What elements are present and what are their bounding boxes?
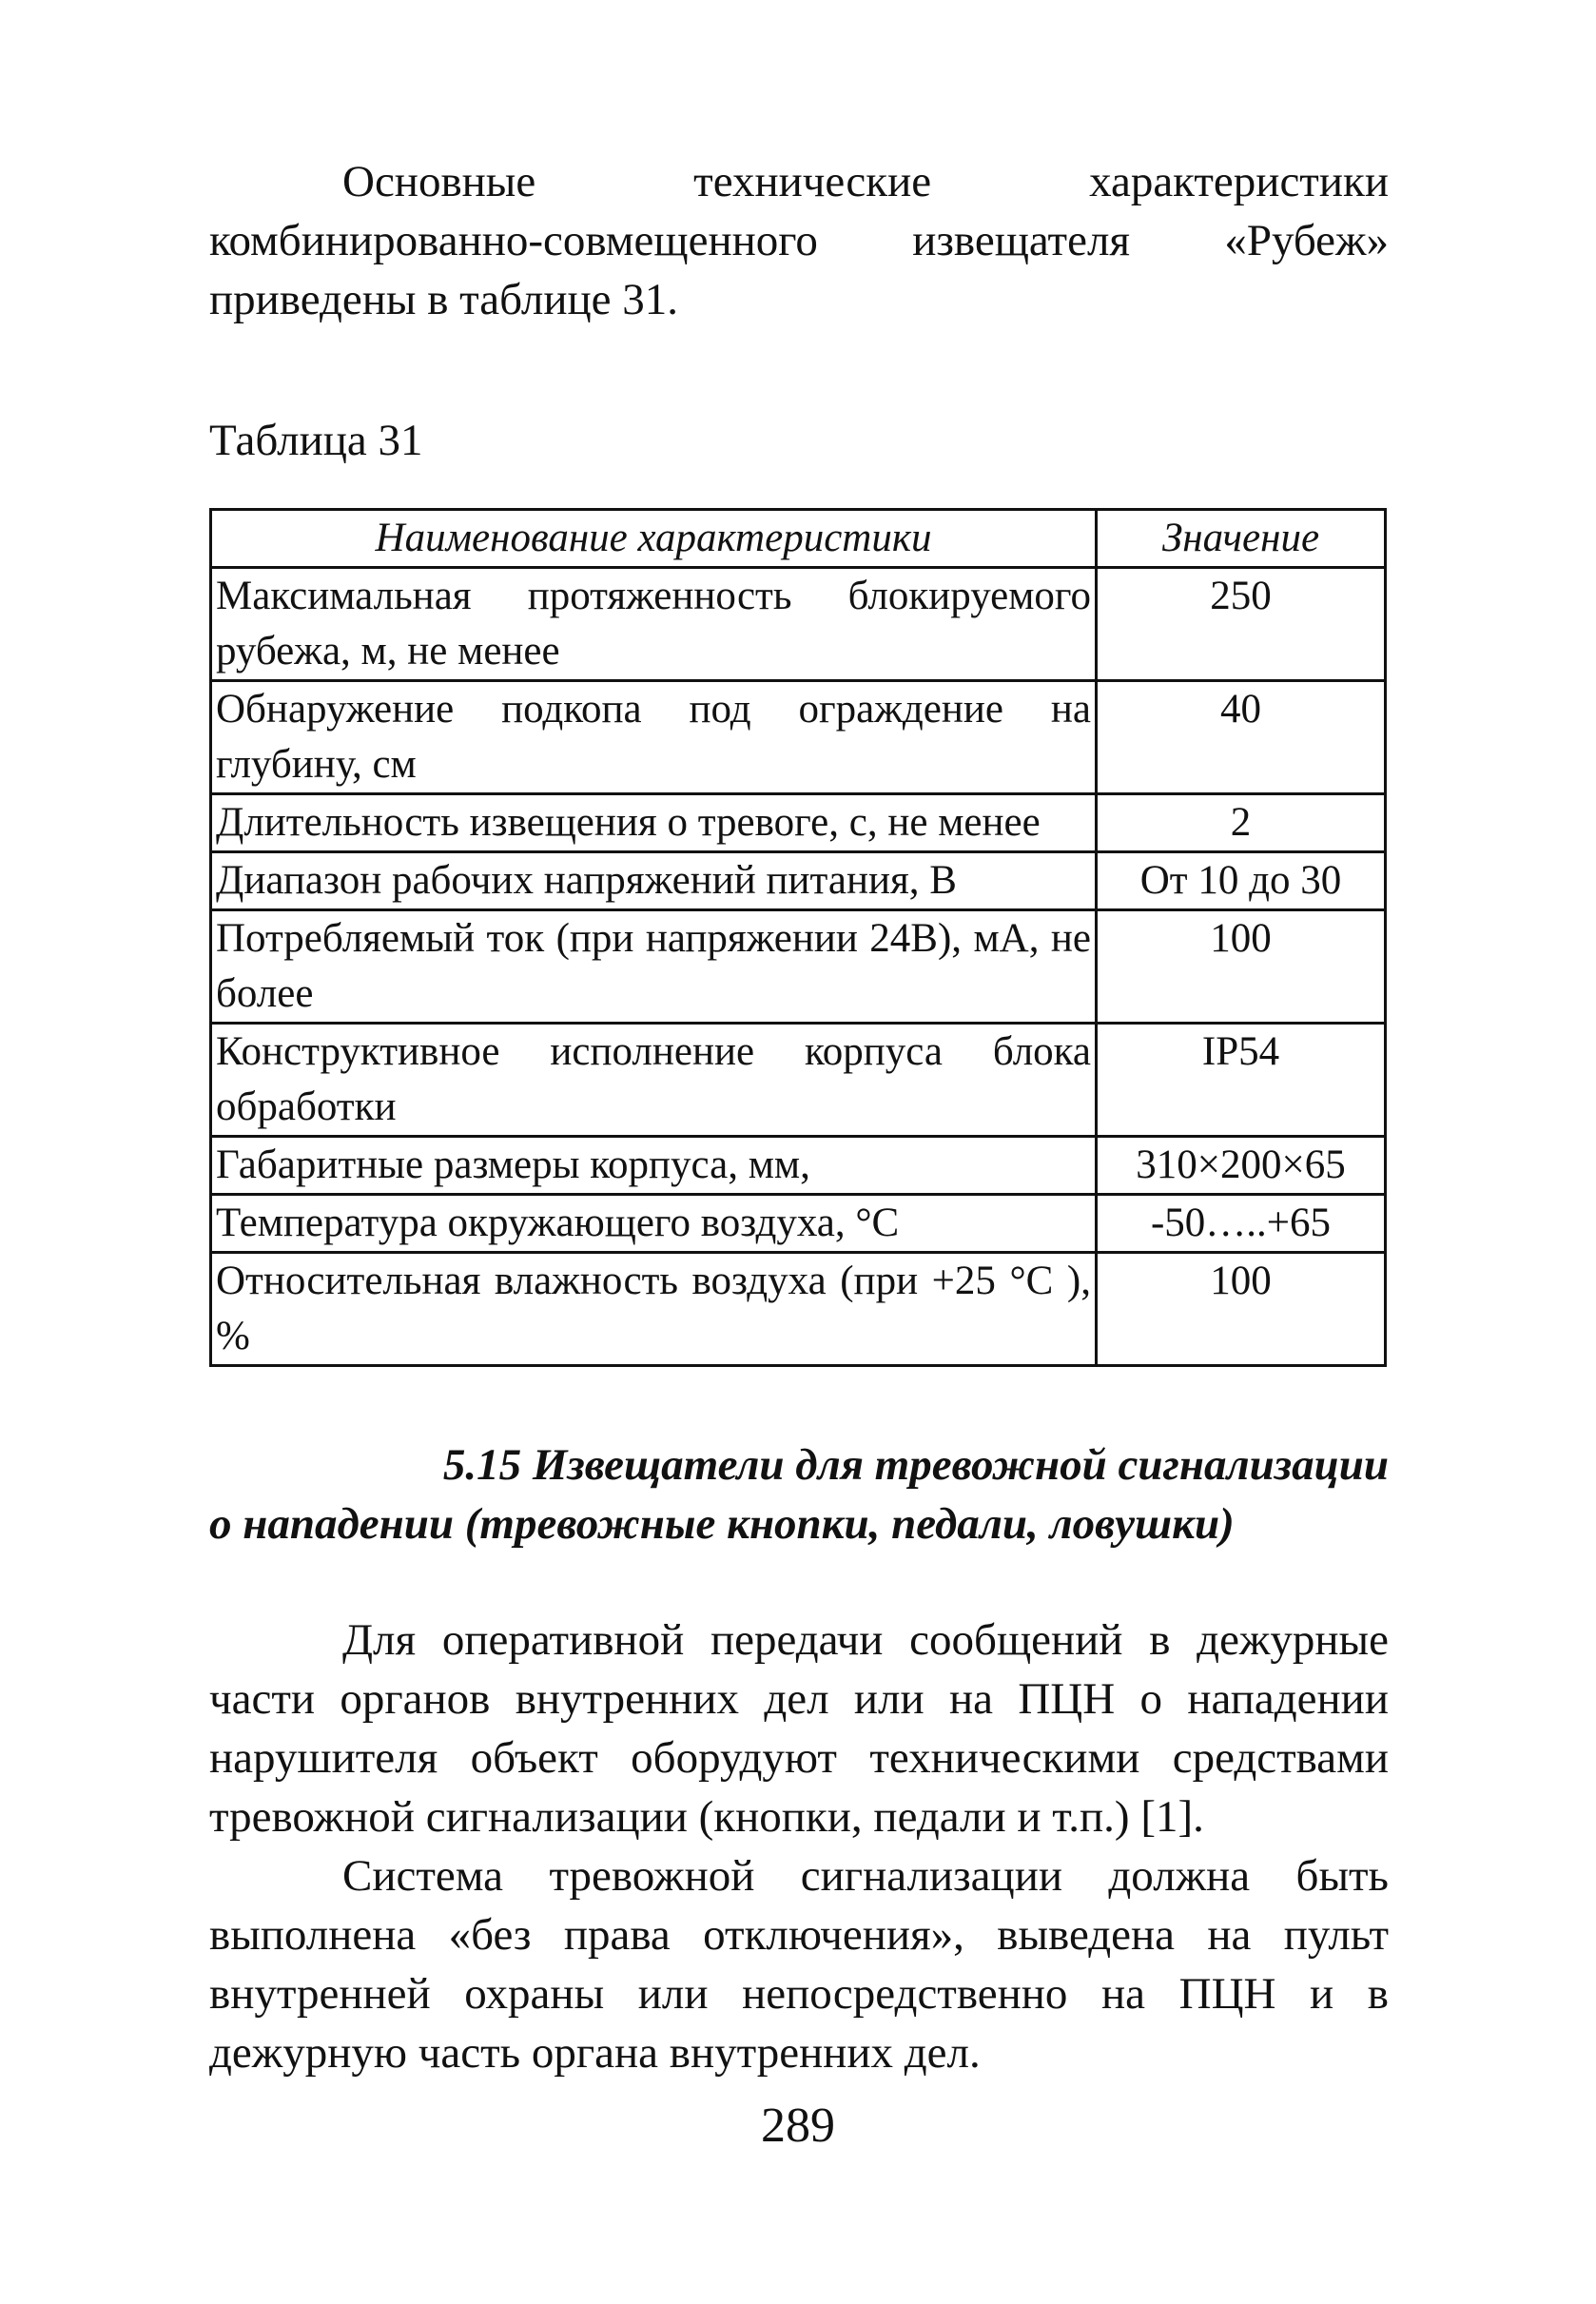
row-value: 2 [1097, 794, 1386, 852]
table-row [211, 1024, 1386, 1137]
section-heading [209, 1435, 1389, 1553]
row-name: Обнаружение подкопа под ограждение на глубину, см [211, 681, 1097, 794]
row-value: 250 [1097, 568, 1386, 681]
row-name: Длительность извещения о тревоге, с, не менее [211, 794, 1097, 852]
section-heading-line1: 5.15 Извещатели для тревожной сигнализации [442, 1440, 1389, 1490]
table-row [211, 568, 1386, 681]
page-content [209, 152, 1389, 2082]
row-value: От 10 до 30 [1097, 852, 1386, 910]
intro-paragraph: Основные технические характеристики комбинированно-совмещенного извещателя «Рубеж» приведены в таблице 31. [209, 157, 1389, 324]
table-row [211, 1137, 1386, 1195]
table-row [211, 852, 1386, 910]
row-value: 310×200×65 [1097, 1137, 1386, 1195]
row-value: 40 [1097, 681, 1386, 794]
table-row [211, 794, 1386, 852]
row-name: Диапазон рабочих напряжений питания, В [211, 852, 1097, 910]
row-name: Габаритные размеры корпуса, мм, [211, 1137, 1097, 1195]
table-row [211, 910, 1386, 1024]
row-value: -50…..+65 [1097, 1195, 1386, 1253]
row-value: IP54 [1097, 1024, 1386, 1137]
table-header-row [211, 510, 1386, 568]
header-name: Наименование характеристики [211, 510, 1097, 568]
table-caption: Таблица 31 [209, 416, 423, 465]
row-value: 100 [1097, 1253, 1386, 1366]
row-name: Конструктивное исполнение корпуса блока обработки [211, 1024, 1097, 1137]
row-value: 100 [1097, 910, 1386, 1024]
table-row [211, 681, 1386, 794]
row-name: Температура окружающего воздуха, °С [211, 1195, 1097, 1253]
specifications-table [209, 508, 1387, 1367]
header-value: Значение [1097, 510, 1386, 568]
row-name: Максимальная протяженность блокируемого рубежа, м, не менее [211, 568, 1097, 681]
row-name: Относительная влажность воздуха (при +25 °С ), % [211, 1253, 1097, 1366]
table-row [211, 1195, 1386, 1253]
table-row [211, 1253, 1386, 1366]
body-paragraph: Система тревожной сигнализации должна быть выполнена «без права отключения», выведена на пульт внутренней охраны или непосредственно на ПЦН и в дежурную часть органа внутренних дел. [209, 1851, 1389, 2078]
page-number: 289 [761, 2099, 835, 2153]
section-heading-line2: о нападении (тревожные кнопки, педали, ловушки) [209, 1499, 1235, 1549]
row-name: Потребляемый ток (при напряжении 24В), мА, не более [211, 910, 1097, 1024]
body-paragraph: Для оперативной передачи сообщений в дежурные части органов внутренних дел или на ПЦН о нападении нарушителя объект оборудуют техническими средствами тревожной сигнализации (кнопки, педали и т.п.) [1]. [209, 1615, 1389, 1842]
